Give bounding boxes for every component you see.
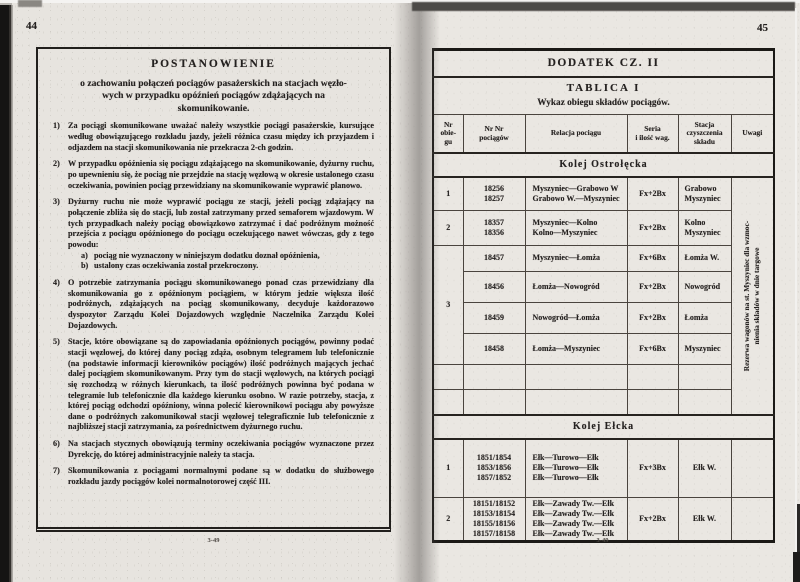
series-cell: Fx+6Bx	[627, 245, 678, 271]
provision-subtitle	[53, 78, 374, 115]
item-text: Na stacjach stycznych obowiązują terminy oczekiwania pociągów wyznaczone przez Dyrekcję, do której administracyjnie należy ta stacja.	[68, 439, 374, 459]
item-text: Skomunikowania z pociągami normalnymi podane są w dodatku do służbowego rozkładu jazdy pociągów kolei normalnotorowej część III.	[68, 466, 374, 487]
print-signature-left: 3-49	[207, 537, 220, 544]
obieg-cell: 2	[433, 497, 463, 541]
print-signature-right: 3-49	[596, 537, 609, 544]
item-text: Dyżurny ruchu nie może wyprawić pociągu ze stacji, jeżeli pociąg zdążający na połączenie zbliża się do stacji, lub został zatrzymany przed semaforem wjazdowym. W tych przypadkach należy pociąg obowiązkowo zatrzymać i dać podróżnym możność przejścia z pociągu opóźnionego do pociągu oczekującego nawet wówczas, gdy z tego powodu:	[68, 197, 374, 249]
table-row	[433, 497, 774, 541]
trains-cell: 18456	[463, 271, 525, 302]
left-page	[12, 0, 402, 582]
col-header-remarks: Uwagi	[731, 115, 774, 154]
provision-subitem-b	[81, 261, 374, 272]
section-band-ostrolecka: Kolej Ostrołęcka	[433, 153, 774, 177]
provision-item-2	[53, 159, 374, 191]
subtitle-line: skomunikowanie.	[177, 102, 250, 114]
scan-edge-top-right	[412, 2, 795, 11]
station-cell: Łomża	[678, 302, 731, 333]
table-title-cell	[433, 77, 774, 115]
relation-cell: Nowogród—Łomża	[525, 302, 627, 333]
provision-item-4	[53, 278, 374, 331]
station-cell: Kolno Myszyniec	[678, 210, 731, 245]
trains-cell: 18151/18152 18153/18154 18155/18156 18157/18158	[463, 497, 525, 541]
item-number: 7)	[53, 466, 60, 476]
subitem-text: ustalony czas oczekiwania został przekroczony.	[94, 261, 259, 271]
table-row	[433, 271, 774, 302]
scan-edge-left	[0, 5, 13, 582]
subitem-text: pociąg nie wyznaczony w niniejszym dodatku doznał opóźnienia,	[94, 250, 320, 260]
remarks-cell	[731, 497, 774, 541]
col-header-obieg: Nr obie- gu	[433, 115, 463, 154]
item-text: Stacje, które obowiązane są do zapowiadania opóźnionych pociągów, powinny podać stacji węzłowej, do której dany pociąg zdąża, osobnym telegramem lub telefonicznie (na podstawie informacji kierowników pociągów) ilość podróżnych mających jechać dalej pociągiem skomunikowanym. Przy tym do stacji węzłowych, na których pociągi się rozchodzą w różnych kierunkach, ta ilość podróżnych powinna być podana w telegramie lub telefonicznie dla każdego kierunku osobno. W razie potrzeby, stacja, z której pociąg odchodzi opóźniony, winna polecić kierownikowi pociągu aby powyższe dane o podróżnych zakomunikował stacji węzłowej telegraficznie lub telefonicznie z najbliższej stacji zatrzymania, za pośrednictwem dyżurnego ruchu.	[68, 337, 374, 432]
relation-cell: Łomża—Nowogród	[525, 271, 627, 302]
series-cell: Fx+2Bx	[627, 210, 678, 245]
item-number: 6)	[53, 439, 60, 449]
trains-cell: 1851/1854 1853/1856 1857/1852	[463, 439, 525, 497]
series-cell: Fx+6Bx	[627, 333, 678, 364]
station-cell: Ełk W.	[678, 439, 731, 497]
table-title: TABLICA I	[566, 82, 641, 95]
trains-cell: 18357 18356	[463, 210, 525, 245]
scan-edge-right	[795, 8, 797, 568]
col-header-relation: Relacja pociągu	[525, 115, 627, 154]
page-number-left: 44	[26, 20, 37, 32]
trains-cell: 18459	[463, 302, 525, 333]
relation-cell: Myszyniec—Łomża	[525, 245, 627, 271]
table-row	[433, 245, 774, 271]
table-subtitle: Wykaz obiegu składów pociągów.	[537, 98, 670, 109]
col-header-cleaning-station: Stacja czyszczenia składu	[678, 115, 731, 154]
station-cell: Grabowo Myszyniec	[678, 177, 731, 210]
item-number: 5)	[53, 337, 60, 347]
obieg-cell: 2	[433, 210, 463, 245]
item-text: Za pociągi skomunikowane uważać należy wszystkie pociągi pasażerskie, kursujące według obowiązującego rozkładu jazdy, jeżeli różnica czasu między ich przyjazdem i odjazdem na stacji skomunikowania nie przekracza 2-ch godzin.	[68, 121, 374, 152]
item-number: 4)	[53, 277, 60, 287]
station-cell: Myszyniec	[678, 333, 731, 364]
trains-cell: 18458	[463, 333, 525, 364]
remarks-cell	[731, 177, 774, 415]
series-cell: Fx+3Bx	[627, 439, 678, 497]
item-number: 3)	[53, 197, 60, 207]
obieg-cell: 1	[433, 177, 463, 210]
table-row	[433, 333, 774, 364]
relation-cell: Ełk—Turowo—Ełk Ełk—Turowo—Ełk Ełk—Turowo—Ełk	[525, 439, 627, 497]
subitem-number: b)	[81, 261, 89, 271]
subtitle-line: o zachowaniu połączeń pociągów pasażerskich na stacjach węzło-	[80, 78, 347, 89]
page-number-right: 45	[757, 22, 768, 34]
subtitle-line: wych w przypadku opóźnień pociągów zdążających na	[102, 90, 325, 102]
book-gutter-shadow	[394, 0, 440, 582]
col-header-series: Seria i ilość wag.	[627, 115, 678, 154]
column-header-row	[433, 115, 774, 154]
col-header-trains: Nr Nr pociągów	[463, 115, 525, 154]
remarks-vertical-text: Rezerwa wagonów na st. Myszyniec dla wzmoc- nienia składów w dnie targowe	[742, 220, 762, 372]
table-row-empty	[433, 389, 774, 415]
table-row-empty	[433, 364, 774, 389]
section-band-elcka: Kolej Ełcka	[433, 415, 774, 439]
table-row	[433, 177, 774, 210]
remarks-cell	[731, 439, 774, 497]
table-row	[433, 210, 774, 245]
station-cell: Ełk W.	[678, 497, 731, 541]
item-number: 1)	[53, 121, 60, 131]
station-cell: Łomża W.	[678, 245, 731, 271]
table-row	[433, 439, 774, 497]
trains-cell: 18457	[463, 245, 525, 271]
subitem-number: a)	[81, 250, 88, 260]
provision-item-1	[53, 121, 374, 153]
relation-cell: Łomża—Myszyniec	[525, 333, 627, 364]
circulation-table-wrap	[432, 48, 775, 543]
scan-corner-bottom-right	[793, 552, 800, 582]
circulation-table	[432, 48, 775, 543]
series-cell: Fx+2Bx	[627, 177, 678, 210]
provision-item-7	[53, 466, 374, 487]
item-number: 2)	[53, 159, 60, 169]
right-page	[402, 0, 800, 582]
provision-item-5	[53, 337, 374, 433]
series-cell: Fx+2Bx	[627, 271, 678, 302]
trains-cell: 18256 18257	[463, 177, 525, 210]
scan-artifact	[18, 0, 42, 7]
relation-cell: Myszyniec—Grabowo W Grabowo W.—Myszyniec	[525, 177, 627, 210]
station-cell: Nowogród	[678, 271, 731, 302]
provision-subitem-a	[81, 251, 374, 262]
provision-item-6	[53, 439, 374, 460]
appendix-header: DODATEK CZ. II	[433, 50, 774, 78]
provision-title: POSTANOWIENIE	[151, 58, 276, 70]
relation-cell: Ełk—Zawady Tw.—Ełk Ełk—Zawady Tw.—Ełk Ełk—Zawady Tw.—Ełk Ełk—Zawady Tw.—Ełk	[525, 497, 627, 541]
provision-box	[36, 47, 391, 532]
obieg-cell: 1	[433, 439, 463, 497]
series-cell: Fx+2Bx	[627, 497, 678, 541]
obieg-cell: 3	[433, 245, 463, 364]
item-text: O potrzebie zatrzymania pociągu skomunikowanego ponad czas przewidziany dla skomunikowania go z opóźnionym pociągiem, w którym jedzie większa ilość podróżnych, zdążających na pociąg skomunikowany, decyduje każdorazowo dyspozytor Zarządu Kolei Dojazdowych względnie Naczelnika Zarządu Kolei Dojazdowych.	[68, 277, 374, 330]
table-row	[433, 302, 774, 333]
item-text: W przypadku opóźnienia się pociągu zdążającego na skomunikowanie, dyżurny ruchu, po upewnieniu się, że pociąg nie przejdzie na stację węzłową w okresie ustalonego czasu oczekiwania, powinien pociąg przewidziany na skomunikowanie wyprawić planowo.	[68, 159, 374, 190]
series-cell: Fx+2Bx	[627, 302, 678, 333]
provision-item-3	[53, 197, 374, 272]
relation-cell: Myszyniec—Kolno Kolno—Myszyniec	[525, 210, 627, 245]
